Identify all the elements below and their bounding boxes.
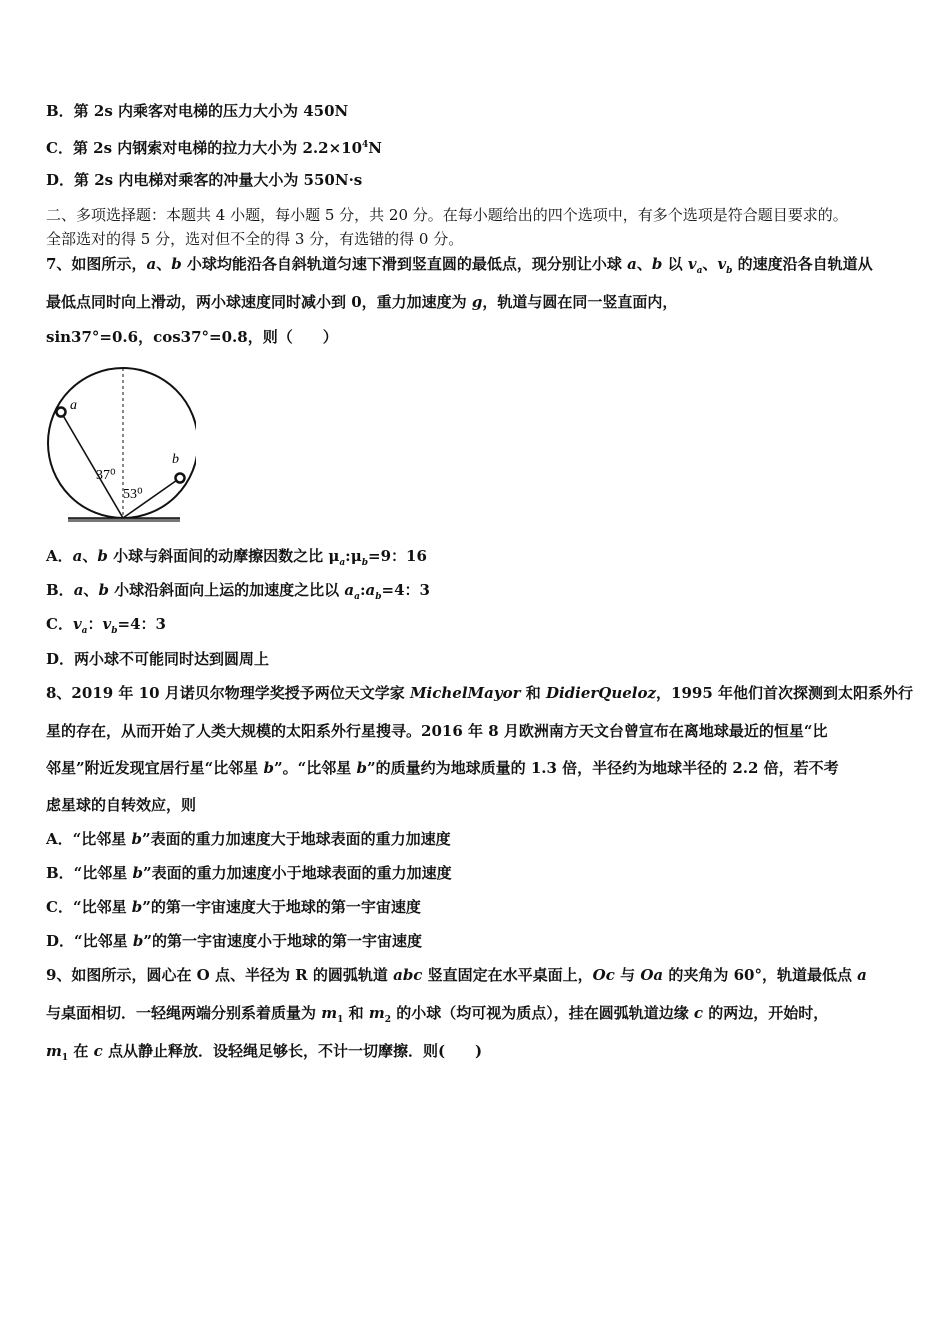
q7-angle-37: 37⁰ (96, 468, 116, 483)
q7-circle (48, 368, 196, 518)
q6-option-d: D．第 2s 内电梯对乘客的冲量大小为 550N·s (46, 171, 363, 189)
q7-label-a: a (70, 398, 77, 413)
q7-ball-a (57, 408, 66, 417)
q7-stem-line3: sin37°=0.6，cos37°=0.8，则（ ） (46, 328, 338, 346)
q8-option-b: B．“比邻星 b”表面的重力加速度小于地球表面的重力加速度 (46, 864, 452, 882)
section2-heading-line1: 二、多项选择题：本题共 4 小题，每小题 5 分，共 20 分。在每小题给出的四个选项中，有多个选项是符合题目要求的。 (46, 206, 848, 224)
q7-option-c: C．$v_a$：$v_b=4$：3 (46, 615, 166, 636)
q8-stem-line3: 邻星”附近发现宜居行星“比邻星 b”。“比邻星 b”的质量约为地球质量的 1.3 倍，半径约为地球半径的 2.2 倍，若不考 (46, 759, 839, 777)
q6-option-c: C．第 2s 内钢索对电梯的拉力大小为 $2.2\times 10^4N$ (46, 139, 383, 157)
q9-stem-line3: $m_1$ 在 c 点从静止释放．设轻绳足够长，不计一切摩擦．则( ) (46, 1042, 483, 1063)
q7-stem-line1: 7、如图所示，a、b 小球均能沿各自斜轨道匀速下滑到竖直圆的最低点，现分别让小球 a、b 以 $v_a$、$v_b$ 的速度沿各自轨道从 (46, 255, 873, 276)
q8-option-d: D．“比邻星 b”的第一宇宙速度小于地球的第一宇宙速度 (46, 932, 422, 950)
q7-track-a (61, 412, 123, 518)
section2-heading-line2: 全部选对的得 5 分，选对但不全的得 3 分，有选错的得 0 分。 (46, 230, 464, 248)
q7-option-a: A．a、b 小球与斜面间的动摩擦因数之比 $\mu_a:\mu_b=9$：16 (46, 547, 427, 568)
q9-stem-line1: 9、如图所示，圆心在 O 点、半径为 R 的圆弧轨道 abc 竖直固定在水平桌面上，Oc 与 Oa 的夹角为 60°，轨道最低点 a (46, 966, 867, 984)
q7-option-b: B．a、b 小球沿斜面向上运的加速度之比以 $a_a:a_b=4$：3 (46, 581, 430, 602)
q7-circle-figure (46, 362, 196, 532)
q6-option-b: B．第 2s 内乘客对电梯的压力大小为 450N (46, 102, 349, 120)
q7-option-d: D．两小球不可能同时达到圆周上 (46, 650, 270, 668)
q8-stem-line4: 虑星球的自转效应，则 (46, 796, 197, 814)
q7-label-b: b (172, 452, 179, 467)
q9-stem-line2: 与桌面相切．一轻绳两端分别系着质量为 $m_1$ 和 $m_2$ 的小球（均可视为质点），挂在圆弧轨道边缘 c 的两边，开始时， (46, 1004, 829, 1025)
q8-option-c: C．“比邻星 b”的第一宇宙速度大于地球的第一宇宙速度 (46, 898, 421, 916)
q8-stem-line2: 星的存在，从而开始了人类大规模的太阳系外行星搜寻。2016 年 8 月欧洲南方天文台曾宣布在离地球最近的恒星“比 (46, 722, 828, 740)
q7-ball-b (176, 474, 185, 483)
q7-angle-53: 53⁰ (123, 487, 143, 502)
q7-stem-line2: 最低点同时向上滑动，两小球速度同时减小到 0，重力加速度为 g，轨道与圆在同一竖直面内， (46, 293, 678, 311)
q8-stem-line1: 8、2019 年 10 月诺贝尔物理学奖授予两位天文学家 MichelMayor 和 DidierQueloz，1995 年他们首次探测到太阳系外行 (46, 684, 913, 702)
q8-option-a: A．“比邻星 b”表面的重力加速度大于地球表面的重力加速度 (46, 830, 451, 848)
